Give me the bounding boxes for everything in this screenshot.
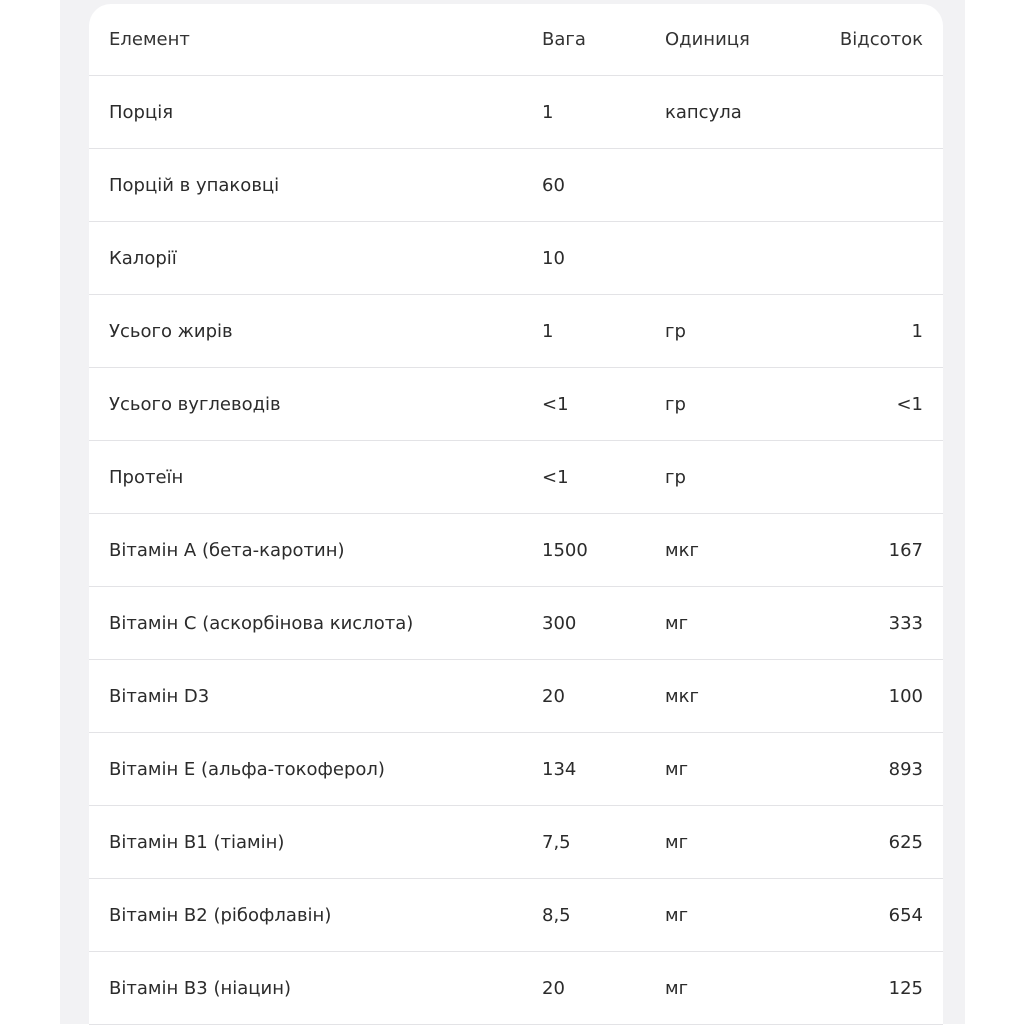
table-row [89, 587, 943, 660]
cell-weight: 8,5 [541, 879, 644, 952]
table-row [89, 879, 943, 952]
cell-percent: <1 [804, 368, 943, 441]
cell-element: Усього вуглеводів [89, 368, 541, 441]
table-header-row [89, 4, 943, 76]
cell-percent [804, 222, 943, 295]
cell-unit: мкг [644, 660, 804, 733]
table-row [89, 295, 943, 368]
cell-weight: <1 [541, 368, 644, 441]
cell-weight: 300 [541, 587, 644, 660]
column-header-weight: Вага [541, 4, 644, 76]
cell-unit: мг [644, 806, 804, 879]
table-row [89, 952, 943, 1025]
cell-percent: 333 [804, 587, 943, 660]
cell-element: Усього жирів [89, 295, 541, 368]
cell-percent [804, 441, 943, 514]
cell-unit: мкг [644, 514, 804, 587]
table-body [89, 76, 943, 1025]
cell-element: Калорії [89, 222, 541, 295]
cell-unit: мг [644, 587, 804, 660]
cell-element: Вітамін A (бета-каротин) [89, 514, 541, 587]
column-header-element: Елемент [89, 4, 541, 76]
cell-percent: 625 [804, 806, 943, 879]
table-row [89, 441, 943, 514]
cell-element: Вітамін B1 (тіамін) [89, 806, 541, 879]
cell-element: Порція [89, 76, 541, 149]
cell-percent: 100 [804, 660, 943, 733]
cell-weight: 20 [541, 952, 644, 1025]
cell-unit: гр [644, 368, 804, 441]
cell-unit: мг [644, 733, 804, 806]
table-row [89, 149, 943, 222]
cell-element: Вітамін D3 [89, 660, 541, 733]
cell-percent: 654 [804, 879, 943, 952]
cell-weight: 1500 [541, 514, 644, 587]
cell-unit [644, 222, 804, 295]
cell-element: Порцій в упаковці [89, 149, 541, 222]
table-row [89, 660, 943, 733]
cell-unit: капсула [644, 76, 804, 149]
cell-percent [804, 76, 943, 149]
nutrition-table [89, 4, 943, 1025]
cell-unit: гр [644, 441, 804, 514]
table-row [89, 76, 943, 149]
table-row [89, 222, 943, 295]
column-header-percent: Відсоток [804, 4, 943, 76]
cell-weight: 10 [541, 222, 644, 295]
column-header-unit: Одиниця [644, 4, 804, 76]
cell-element: Вітамін B3 (ніацин) [89, 952, 541, 1025]
cell-weight: 60 [541, 149, 644, 222]
table-row [89, 733, 943, 806]
nutrition-card [89, 4, 943, 1034]
cell-weight: 1 [541, 76, 644, 149]
cell-percent: 125 [804, 952, 943, 1025]
cell-weight: <1 [541, 441, 644, 514]
table-row [89, 806, 943, 879]
cell-percent: 893 [804, 733, 943, 806]
table-row [89, 514, 943, 587]
cell-percent: 1 [804, 295, 943, 368]
cell-weight: 20 [541, 660, 644, 733]
cell-unit [644, 149, 804, 222]
cell-weight: 7,5 [541, 806, 644, 879]
cell-unit: гр [644, 295, 804, 368]
cell-weight: 1 [541, 295, 644, 368]
cell-element: Вітамін B2 (рібофлавін) [89, 879, 541, 952]
cell-element: Вітамін E (альфа-токоферол) [89, 733, 541, 806]
table-row [89, 368, 943, 441]
cell-element: Вітамін C (аскорбінова кислота) [89, 587, 541, 660]
cell-unit: мг [644, 879, 804, 952]
cell-unit: мг [644, 952, 804, 1025]
cell-weight: 134 [541, 733, 644, 806]
cell-percent [804, 149, 943, 222]
cell-element: Протеїн [89, 441, 541, 514]
cell-percent: 167 [804, 514, 943, 587]
